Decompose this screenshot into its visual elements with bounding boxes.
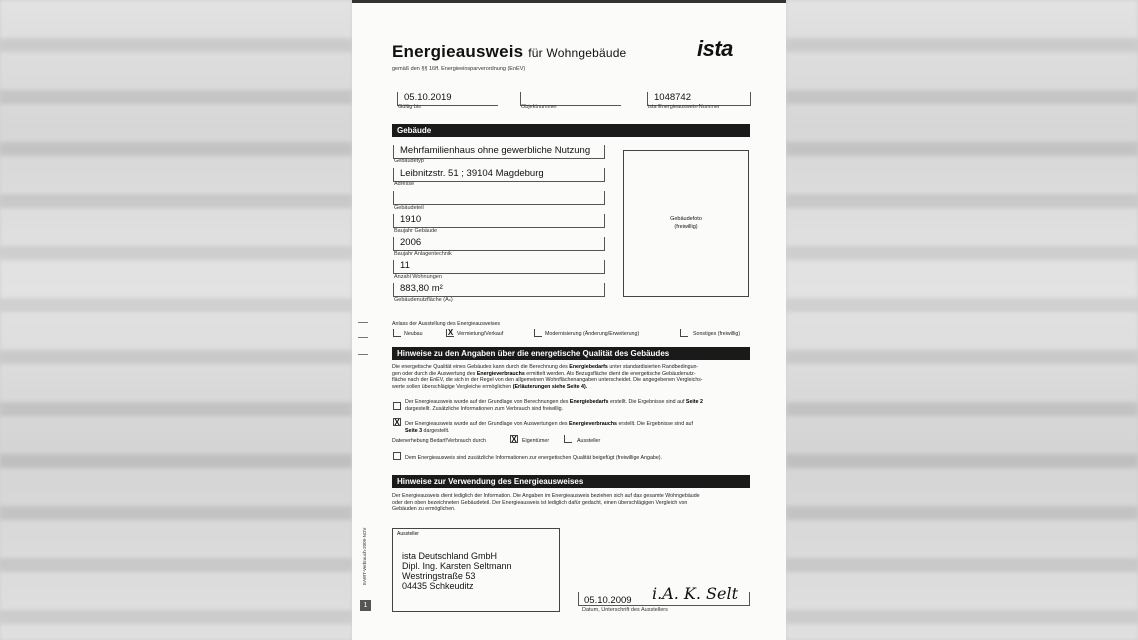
document-title [392,42,626,62]
photo-label-title: Gebäudefoto [670,216,702,222]
additional-info-label: Dem Energieausweis sind zusätzliche Informationen zur energetischen Qualität beigefügt (freiwillige Angabe). [405,455,663,461]
quality-text-4b: (Erläuterungen siehe Seite 4). [512,383,588,390]
demand-basis-text [405,399,750,412]
building-photo-box [623,150,749,297]
building-type-value: Mehrfamilienhaus ohne gewerbliche Nutzung [400,145,591,156]
apartment-count-field [393,260,605,274]
ista-number-value: 1048742 [654,92,691,103]
demand-basis-checkbox[interactable] [393,402,401,410]
margin-mark [358,337,368,338]
consumption-text-a: Der Energieausweis wurde auf der Grundlage von Auswertungen des [405,421,570,427]
page-top-edge [352,0,786,3]
quality-text-2c: ermittelt werden. Als Bezugsfläche dient die energetische Gebäudenutz- [524,370,696,377]
document-subtitle: gemäß den §§ 16ff. Energieeinsparverordnung (EnEV) [392,66,526,72]
quality-notes-text [392,364,748,390]
building-type-label: Gebäudetyp [394,158,424,164]
issuer-city: 04435 Schkeuditz [402,581,474,591]
occasion-rental-checkbox[interactable]: X [447,328,454,337]
building-part-field [393,191,605,205]
signature-date: 05.10.2009 [584,595,632,606]
photo-label-optional: (freiwillig) [674,224,698,230]
building-photo-placeholder [624,215,748,231]
form-code-vertical: EAWT-Verbrauch-2009-NOV [362,527,367,585]
occasion-new-label: Neubau [404,331,423,337]
title-sub: für Wohngebäude [528,46,627,60]
consumption-basis-checkbox[interactable]: X [394,418,400,427]
quality-text-2a: gen oder durch die Auswertung des [392,370,477,377]
usable-area-field [393,283,605,297]
blurred-background-left [0,0,352,640]
consumption-text-b: Energieverbrauchs [569,421,618,427]
address-label: Adresse [394,181,415,187]
margin-mark [358,354,368,355]
issuer-option-label: Aussteller [577,438,601,444]
ista-logo: ista [697,36,733,61]
demand-text-a: Der Energieausweis wurde auf der Grundlage von Berechnungen des [405,399,570,405]
title-main: Energieausweis [392,42,524,61]
data-collection-label: Datenerhebung Bedarf/Verbrauch durch [392,438,486,444]
occasion-label: Anlass der Ausstellung des Energieausweises [392,321,501,327]
handwritten-signature: i.A. K. Selt [652,584,739,603]
quality-text-1a: Die energetische Qualität eines Gebäudes kann durch die Berechnung des [392,364,570,370]
tech-year-value: 2006 [400,237,422,248]
consumption-text-c: erstellt. Die Ergebnisse sind auf [617,421,693,427]
valid-until-label: Gültig bis [398,104,421,110]
owner-label: Eigentümer [522,438,550,444]
consumption-text-d: Seite 3 [405,427,423,434]
issuer-box [392,528,560,612]
quality-text-1b: Energiebedarfs [569,364,608,370]
quality-text-4a: werte sollen überschlägige Vergleiche ermöglichen [392,383,513,390]
page-number: 1 [360,600,371,611]
usage-text-3: Gebäuden zu ermöglichen. [392,506,456,512]
energy-certificate-page [352,0,786,640]
occasion-other-checkbox[interactable] [680,329,688,337]
issuer-address [402,551,512,591]
margin-mark [358,322,368,323]
demand-text-line2: dargestellt. Zusätzliche Informationen zum Verbrauch sind freiwillig. [405,405,564,412]
quality-notes-band: Hinweise zu den Angaben über die energetische Qualität des Gebäudes [392,347,750,360]
building-section-band: Gebäude [392,124,750,137]
demand-text-d: Seite 2 [685,399,703,405]
issuer-street: Westringstraße 53 [402,571,476,581]
building-type-field [393,145,605,159]
occasion-rental-label: Vermietung/Verkauf [457,331,504,337]
address-field [393,168,605,182]
apartment-count-label: Anzahl Wohnungen [394,274,442,280]
apartment-count-value: 11 [400,260,410,271]
usable-area-value: 883,80 m² [400,283,443,294]
address-value: Leibnitzstr. 51 ; 39104 Magdeburg [400,168,544,179]
construction-year-value: 1910 [400,214,422,225]
tech-year-label: Baujahr Anlagentechnik [394,251,452,257]
consumption-basis-text [405,421,750,434]
usage-text-1: Der Energieausweis dient lediglich der Information. Die Angaben im Energieausweis beziehen sich auf das gesamte Wohngebäude [392,493,700,499]
occasion-modernization-label: Modernisierung (Änderung/Erweiterung) [545,331,640,337]
blurred-background-right [786,0,1138,640]
occasion-new-checkbox[interactable] [393,329,401,337]
usable-area-label: Gebäudenutzfläche (Aₙ) [394,297,453,303]
ista-number-label: ista Energieausweis-Nummer [648,104,720,110]
demand-text-b: Energiebedarfs [569,399,609,405]
construction-year-label: Baujahr Gebäude [394,228,438,234]
tech-year-field [393,237,605,251]
quality-text-3: fläche nach der EnEV, die sich in der Regel von den allgemeinen Wohnflächenangaben unterscheidet. Die angegebenen Vergleichs- [392,377,703,383]
usage-notes-text [392,493,748,513]
issuer-company: ista Deutschland GmbH [402,551,498,561]
usage-notes-band: Hinweise zur Verwendung des Energieausweises [392,475,750,488]
building-part-label: Gebäudeteil [394,205,424,211]
issuer-person: Dipl. Ing. Karsten Seltmann [402,561,512,571]
demand-text-c: erstellt. Die Ergebnisse sind auf [608,399,686,405]
quality-text-1c: unter standardisierten Randbedingun- [607,364,699,370]
issuer-box-label: Aussteller [397,531,419,537]
valid-until-value: 05.10.2019 [404,92,452,103]
additional-info-checkbox[interactable] [393,452,401,460]
quality-text-2b: Energieverbrauchs [476,370,525,377]
object-number-label: Objektnummer [521,104,558,110]
signature-label: Datum, Unterschrift des Ausstellers [582,607,668,613]
construction-year-field [393,214,605,228]
occasion-other-label: Sonstiges (freiwillig) [693,331,741,337]
usage-text-2: oder den oben bezeichneten Gebäudeteil. Der Energieausweis ist lediglich dafür gedacht, einen überschlägigen Vergleich von [392,499,688,506]
consumption-text-line2: dargestellt. [422,427,450,434]
issuer-checkbox[interactable] [564,435,572,443]
owner-checkbox[interactable]: X [511,435,517,444]
occasion-modernization-checkbox[interactable] [534,329,542,337]
